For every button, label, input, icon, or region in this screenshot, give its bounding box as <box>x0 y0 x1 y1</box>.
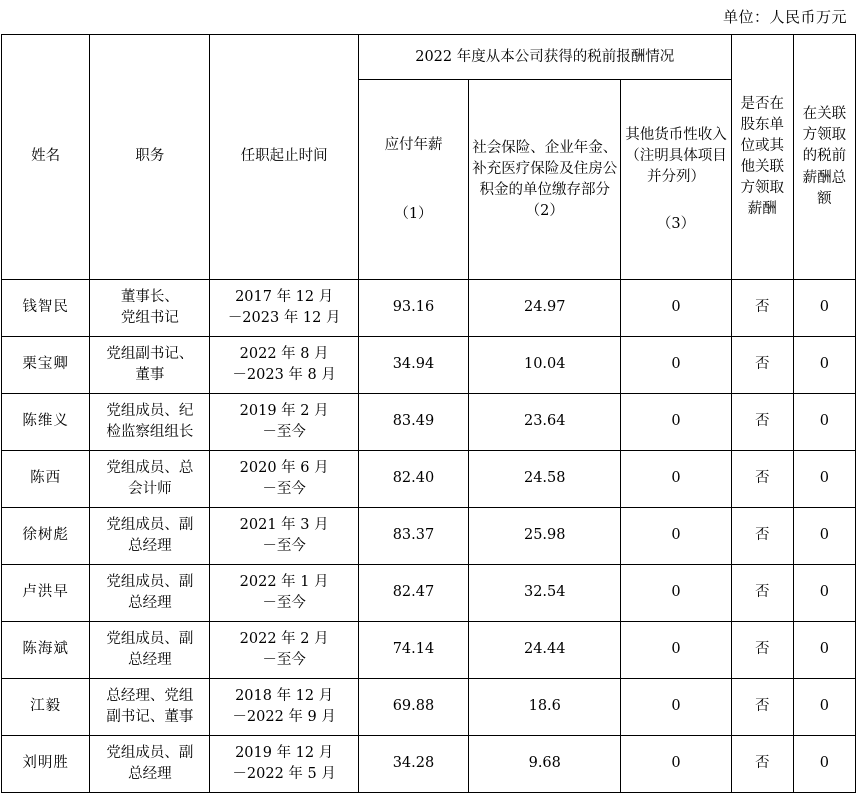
cell-name: 刘明胜 <box>2 736 90 793</box>
cell-term: 2019 年 2 月 －至今 <box>210 394 358 451</box>
table-body <box>2 280 856 793</box>
cell-other-income: 0 <box>621 451 731 508</box>
cell-related-total: 0 <box>793 280 855 337</box>
table-row <box>2 565 856 622</box>
cell-insurance: 25.98 <box>469 508 621 565</box>
header-annual-pay-label: 应付年薪 <box>384 136 443 153</box>
cell-position: 党组副书记、 董事 <box>90 337 210 394</box>
header-other-income-number: （3） <box>656 215 696 232</box>
cell-position: 党组成员、副 总经理 <box>90 736 210 793</box>
cell-position: 总经理、党组 副书记、董事 <box>90 679 210 736</box>
header-from-shareholder: 是否在股东单位或其他关联方领取薪酬 <box>731 35 793 280</box>
cell-other-income: 0 <box>621 280 731 337</box>
cell-other-income: 0 <box>621 337 731 394</box>
cell-annual-pay: 82.47 <box>358 565 468 622</box>
table-row <box>2 394 856 451</box>
cell-position: 党组成员、副 总经理 <box>90 508 210 565</box>
cell-term: 2022 年 2 月 －至今 <box>210 622 358 679</box>
header-insurance-number: （2） <box>525 202 564 219</box>
cell-name: 徐树彪 <box>2 508 90 565</box>
cell-annual-pay: 83.37 <box>358 508 468 565</box>
cell-position: 党组成员、总 会计师 <box>90 451 210 508</box>
cell-position: 党组成员、纪 检监察组组长 <box>90 394 210 451</box>
header-name: 姓名 <box>2 35 90 280</box>
cell-from-shareholder: 否 <box>731 394 793 451</box>
cell-other-income: 0 <box>621 736 731 793</box>
cell-from-shareholder: 否 <box>731 451 793 508</box>
header-group-pretax-comp: 2022 年度从本公司获得的税前报酬情况 <box>358 35 731 80</box>
cell-annual-pay: 34.28 <box>358 736 468 793</box>
cell-insurance: 10.04 <box>469 337 621 394</box>
header-insurance <box>469 80 621 280</box>
header-annual-pay <box>358 80 468 280</box>
cell-position: 党组成员、副 总经理 <box>90 622 210 679</box>
cell-name: 钱智民 <box>2 280 90 337</box>
cell-from-shareholder: 否 <box>731 280 793 337</box>
cell-insurance: 23.64 <box>469 394 621 451</box>
cell-insurance: 32.54 <box>469 565 621 622</box>
cell-position: 党组成员、副 总经理 <box>90 565 210 622</box>
cell-name: 陈海斌 <box>2 622 90 679</box>
header-other-income <box>621 80 731 280</box>
cell-term: 2022 年 8 月 －2023 年 8 月 <box>210 337 358 394</box>
cell-annual-pay: 93.16 <box>358 280 468 337</box>
table-header-row-1 <box>2 35 856 80</box>
table-row <box>2 451 856 508</box>
cell-insurance: 24.44 <box>469 622 621 679</box>
cell-term: 2021 年 3 月 －至今 <box>210 508 358 565</box>
table-row <box>2 508 856 565</box>
header-insurance-label: 社会保险、企业年金、补充医疗保险及住房公积金的单位缴存部分 <box>472 139 618 198</box>
cell-related-total: 0 <box>793 394 855 451</box>
header-related-total: 在关联方领取的税前薪酬总额 <box>793 35 855 280</box>
cell-related-total: 0 <box>793 679 855 736</box>
cell-insurance: 18.6 <box>469 679 621 736</box>
cell-term: 2018 年 12 月 －2022 年 9 月 <box>210 679 358 736</box>
cell-name: 陈西 <box>2 451 90 508</box>
cell-related-total: 0 <box>793 451 855 508</box>
cell-from-shareholder: 否 <box>731 337 793 394</box>
cell-other-income: 0 <box>621 565 731 622</box>
cell-insurance: 24.97 <box>469 280 621 337</box>
cell-from-shareholder: 否 <box>731 679 793 736</box>
cell-other-income: 0 <box>621 622 731 679</box>
cell-related-total: 0 <box>793 565 855 622</box>
table-row <box>2 280 856 337</box>
cell-term: 2022 年 1 月 －至今 <box>210 565 358 622</box>
table-row <box>2 679 856 736</box>
cell-annual-pay: 83.49 <box>358 394 468 451</box>
header-annual-pay-number: （1） <box>394 205 433 222</box>
cell-insurance: 9.68 <box>469 736 621 793</box>
cell-from-shareholder: 否 <box>731 565 793 622</box>
cell-term: 2019 年 12 月 －2022 年 5 月 <box>210 736 358 793</box>
cell-related-total: 0 <box>793 337 855 394</box>
header-position: 职务 <box>90 35 210 280</box>
cell-name: 陈维义 <box>2 394 90 451</box>
cell-from-shareholder: 否 <box>731 508 793 565</box>
cell-annual-pay: 74.14 <box>358 622 468 679</box>
cell-name: 卢洪早 <box>2 565 90 622</box>
cell-term: 2017 年 12 月 －2023 年 12 月 <box>210 280 358 337</box>
unit-note: 单位：人民币万元 <box>722 8 847 26</box>
cell-position: 董事长、 党组书记 <box>90 280 210 337</box>
cell-other-income: 0 <box>621 394 731 451</box>
cell-other-income: 0 <box>621 679 731 736</box>
cell-term: 2020 年 6 月 －至今 <box>210 451 358 508</box>
cell-annual-pay: 82.40 <box>358 451 468 508</box>
cell-from-shareholder: 否 <box>731 622 793 679</box>
cell-from-shareholder: 否 <box>731 736 793 793</box>
header-other-income-label: 其他货币性收入（注明具体项目并分列） <box>625 126 727 185</box>
cell-name: 江毅 <box>2 679 90 736</box>
cell-annual-pay: 69.88 <box>358 679 468 736</box>
cell-insurance: 24.58 <box>469 451 621 508</box>
cell-annual-pay: 34.94 <box>358 337 468 394</box>
cell-related-total: 0 <box>793 508 855 565</box>
cell-related-total: 0 <box>793 736 855 793</box>
compensation-table <box>1 34 856 793</box>
header-term: 任职起止时间 <box>210 35 358 280</box>
cell-name: 栗宝卿 <box>2 337 90 394</box>
table-row <box>2 736 856 793</box>
cell-other-income: 0 <box>621 508 731 565</box>
cell-related-total: 0 <box>793 622 855 679</box>
table-row <box>2 622 856 679</box>
table-row <box>2 337 856 394</box>
